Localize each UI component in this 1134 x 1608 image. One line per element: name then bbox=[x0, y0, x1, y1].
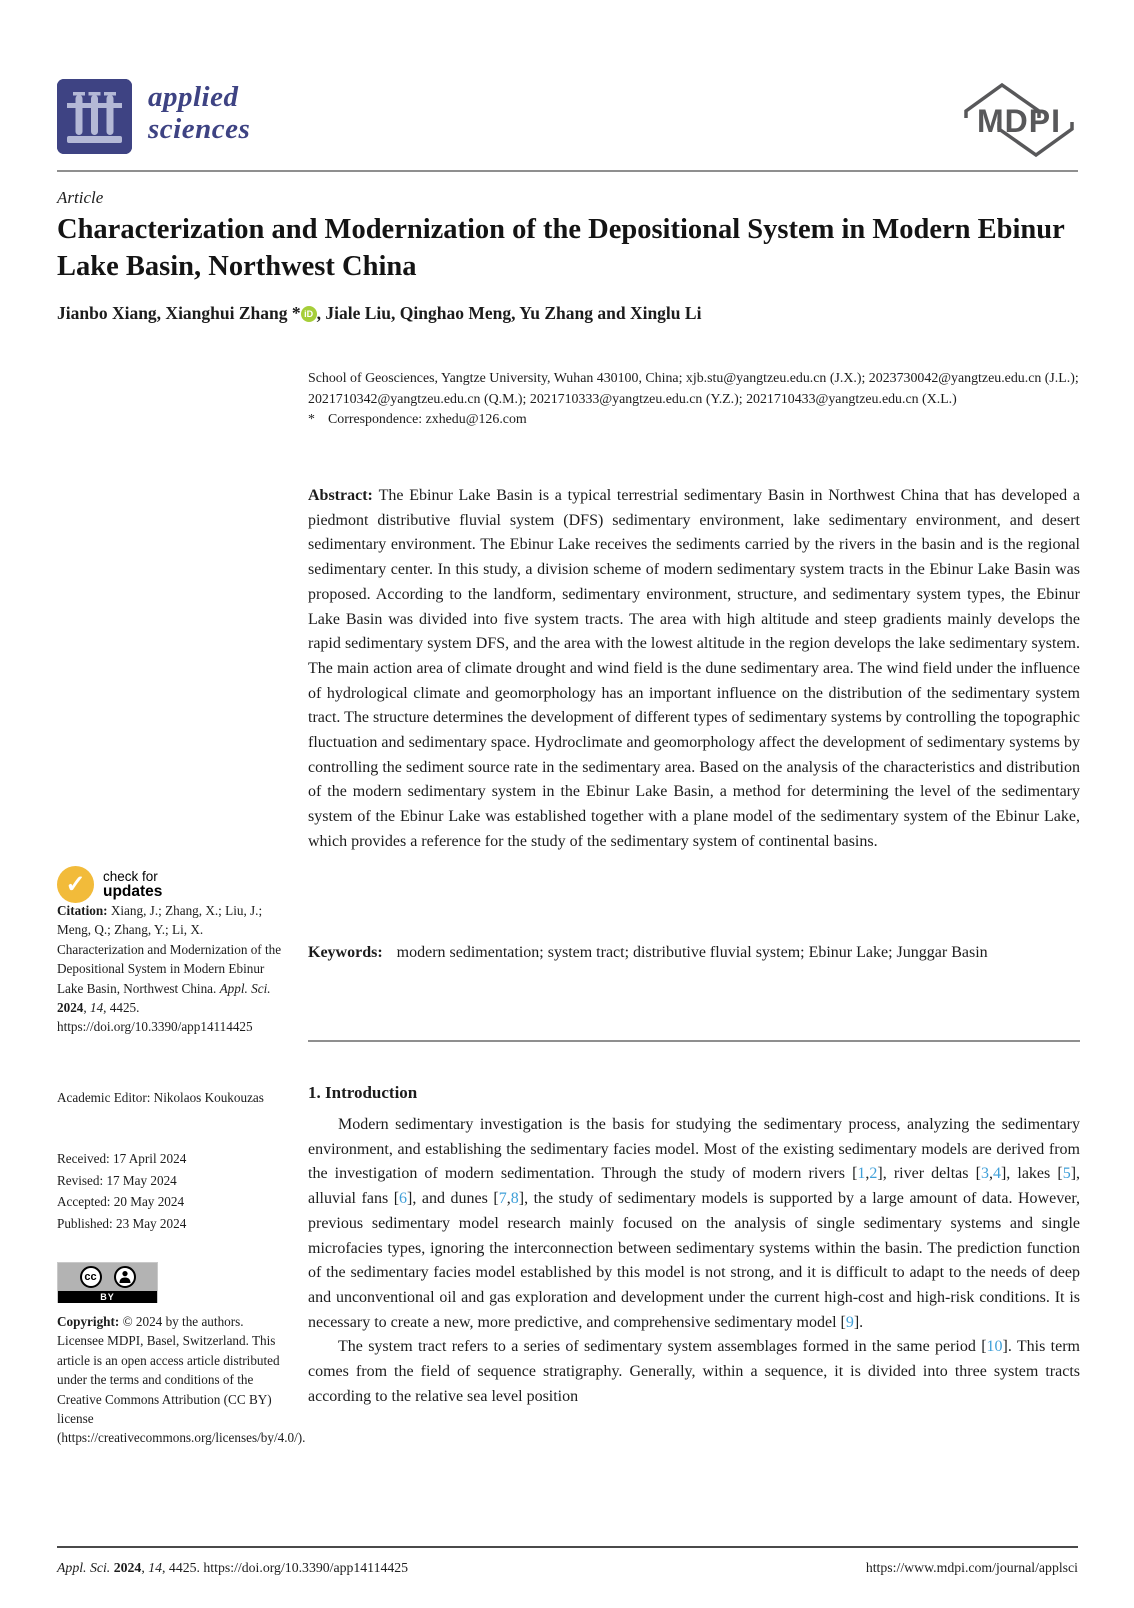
mdpi-logo-text: MDPI bbox=[977, 103, 1061, 139]
citation-sep: , bbox=[83, 1000, 90, 1016]
footer-journal-url-link[interactable]: https://www.mdpi.com/journal/applsci bbox=[865, 1560, 1078, 1575]
correspondence-marker: * bbox=[308, 412, 315, 428]
date-revised: Revised: 17 May 2024 bbox=[57, 1172, 177, 1188]
journal-name bbox=[148, 81, 250, 145]
date-accepted: Accepted: 20 May 2024 bbox=[57, 1194, 185, 1210]
citation-label: Citation: bbox=[57, 903, 111, 918]
author-line bbox=[57, 303, 1072, 324]
test-tubes-icon bbox=[57, 79, 132, 154]
reference-link[interactable]: 4 bbox=[992, 1165, 1001, 1183]
journal-name-line2: sciences bbox=[148, 113, 251, 145]
cc-by-license-badge[interactable] bbox=[57, 1262, 158, 1303]
check-updates-line1: check for bbox=[103, 869, 158, 884]
citation-doi-link[interactable]: https://doi.org/10.3390/app14114425 bbox=[57, 1019, 253, 1035]
reference-link[interactable]: 10 bbox=[986, 1338, 1003, 1356]
applied-sciences-logo-icon bbox=[57, 79, 132, 154]
check-for-updates-badge[interactable] bbox=[57, 866, 162, 903]
reference-link[interactable]: 1 bbox=[857, 1165, 866, 1183]
article-type-label: Article bbox=[57, 188, 104, 207]
reference-link[interactable]: 7 bbox=[498, 1190, 507, 1208]
citation-block bbox=[57, 901, 285, 1037]
keywords-text: modern sedimentation; system tract; distributive fluvial system; Ebinur Lake; Junggar Basin bbox=[396, 944, 988, 961]
footer-divider bbox=[57, 1546, 1078, 1548]
date-received: Received: 17 April 2024 bbox=[57, 1151, 187, 1166]
reference-link[interactable]: 5 bbox=[1062, 1165, 1071, 1183]
section-heading-introduction: 1. Introduction bbox=[308, 1083, 418, 1102]
correspondence-text[interactable]: Correspondence: zxhedu@126.com bbox=[328, 412, 527, 428]
affiliation-block bbox=[308, 369, 1080, 431]
keywords-divider bbox=[308, 1040, 1080, 1042]
check-for-updates-text bbox=[103, 869, 162, 900]
footer-journal: Appl. Sci. bbox=[57, 1560, 114, 1575]
orcid-icon[interactable]: iD bbox=[301, 306, 317, 322]
abstract-text: The Ebinur Lake Basin is a typical terrestrial sedimentary Basin in Northwest China that has developed a piedmont distributive fluvial system (DFS) sedimentary environment, lake sedimentary environment, and desert sedimentary environment. The Ebinur Lake receives the sediments carried by the rivers in the basin and is the regional sedimentary center. In this study, a division scheme of modern sedimentary system tracts in the Ebinur Lake Basin was proposed. According to the landform, sedimentary environment, structure, and sedimentary system types, the Ebinur Lake Basin was divided into five system tracts. The area with high altitude and steep gradients mainly develops the rapid sedimentary system DFS, and the area with the lowest altitude in the region develops the lake sedimentary system. The main action area of climate drought and wind field is the dune sedimentary area. The wind field under the influence of hydrological climate and geomorphology has an important influence on the distribution of the sedimentary system tract. The structure determines the development of different types of sedimentary systems by controlling the topographic fluctuation and sedimentary space. Hydroclimate and geomorphology affect the development of sedimentary systems by controlling the sediment source rate in the sedimentary area. Based on the analysis of the characteristics and distribution of the modern sedimentary system in the Ebinur Lake Basin, a method for determining the level of the sedimentary system of the Ebinur Lake was established together with a plane model of the sedimentary system of the Ebinur Lake, which provides a reference for the study of the sedimentary system of continental basins. bbox=[308, 487, 1080, 850]
cc-badge-top bbox=[58, 1263, 157, 1291]
copyright-text-end: ). bbox=[297, 1430, 306, 1446]
page-title: Characterization and Modernization of the Depositional System in Modern Ebinur Lake Basin, Northwest China bbox=[57, 214, 1065, 282]
check-icon: ✓ bbox=[57, 866, 94, 903]
copyright-text: © 2024 by the authors. Licensee MDPI, Basel, Switzerland. This article is an open access article distributed under the terms and conditions of the Creative Commons Attribution (CC BY) license ( bbox=[57, 1314, 280, 1446]
abstract-label: Abstract: bbox=[308, 487, 379, 504]
header-divider bbox=[57, 170, 1078, 172]
cc-icon: cc bbox=[80, 1266, 102, 1288]
date-published: Published: 23 May 2024 bbox=[57, 1215, 187, 1231]
keywords-section bbox=[308, 941, 1080, 966]
mdpi-hexagon-icon bbox=[950, 80, 1088, 160]
affiliation-text: School of Geosciences, Yangtze University, Wuhan 430100, China; xjb.stu@yangtzeu.edu.cn (J.X.); 2023730042@yangtzeu.edu.cn (J.L.); 2021710342@yangtzeu.edu.cn (Q.M.); 2021710333@yangtzeu.edu.cn (Y.Z.); 2021710433@yangtzeu.edu.cn (X.L.) bbox=[308, 371, 1079, 407]
introduction-paragraph-1: Modern sedimentary investigation is the basis for studying the sedimentary process, analyzing the sedimentary environment, and establishing the sedimentary facies model. Most of the existing sedimentary models are derived from the investigation of modern sedimentation. Through the study of modern rivers [1,2], river deltas [3,4], lakes [5], alluvial fans [6], and dunes [7,8], the study of sedimentary models is supported by a large amount of data. However, previous sedimentary model research mainly focused on the analysis of single sedimentary systems and single microfacies types, ignoring the interconnection between sedimentary systems within the basin. The prediction function of the sedimentary facies model established by this model is not strong, and it is difficult to adapt to the needs of deep and unconventional oil and gas exploration and development under the current high-cost and high-risk conditions. It is necessary to create a new, more predictive, and comprehensive sedimentary model [9]. bbox=[308, 1116, 1081, 1331]
license-url-link[interactable]: https://creativecommons.org/licenses/by/4.0/ bbox=[61, 1430, 298, 1446]
reference-link[interactable]: 3 bbox=[980, 1165, 989, 1183]
footer-pages: , 4425. bbox=[162, 1560, 204, 1575]
footer-sep: , bbox=[141, 1560, 149, 1575]
abstract-section bbox=[308, 484, 1080, 855]
check-updates-line2: updates bbox=[103, 883, 163, 900]
copyright-label: Copyright: bbox=[57, 1314, 123, 1329]
correspondence-row bbox=[308, 410, 1080, 431]
reference-link[interactable]: 2 bbox=[869, 1165, 878, 1183]
keywords-label: Keywords: bbox=[308, 944, 387, 961]
copyright-block bbox=[57, 1312, 306, 1448]
introduction-body bbox=[308, 1113, 1080, 1409]
footer-doi-link[interactable]: https://doi.org/10.3390/app14114425 bbox=[203, 1560, 409, 1575]
person-icon bbox=[114, 1266, 136, 1288]
citation-volume: 14 bbox=[89, 1000, 104, 1016]
mdpi-logo bbox=[950, 80, 1088, 165]
footer-citation bbox=[57, 1560, 408, 1576]
article-dates-block bbox=[57, 1148, 285, 1234]
journal-logo bbox=[57, 79, 250, 154]
reference-link[interactable]: 9 bbox=[845, 1313, 854, 1331]
authors-before-orcid: Jianbo Xiang, Xianghui Zhang * bbox=[57, 303, 301, 323]
citation-pages: , 4425. bbox=[103, 1000, 140, 1016]
footer-year: 2024 bbox=[113, 1560, 142, 1575]
authors-after-orcid: , Jiale Liu, Qinghao Meng, Yu Zhang and Xinglu Li bbox=[316, 303, 702, 323]
cc-by-label: BY bbox=[58, 1291, 157, 1303]
reference-link[interactable]: 6 bbox=[399, 1190, 408, 1208]
reference-link[interactable]: 8 bbox=[510, 1190, 519, 1208]
citation-journal: Appl. Sci. bbox=[219, 980, 271, 996]
footer-volume: 14 bbox=[148, 1560, 163, 1575]
academic-editor-block: Academic Editor: Nikolaos Koukouzas bbox=[57, 1090, 264, 1105]
citation-year: 2024 bbox=[57, 1000, 84, 1016]
journal-name-line1: applied bbox=[148, 81, 239, 113]
introduction-paragraph-2: The system tract refers to a series of sedimentary system assemblages formed in the same period [10]. This term comes from the field of sequence stratigraphy. Generally, within a sequence, it is divided into three system tracts according to the relative sea level position bbox=[308, 1338, 1080, 1405]
citation-text: Xiang, J.; Zhang, X.; Liu, J.; Meng, Q.; Zhang, Y.; Li, X. Characterization and Modernization of the Depositional System in Modern Ebinur Lake Basin, Northwest China. bbox=[57, 903, 282, 996]
